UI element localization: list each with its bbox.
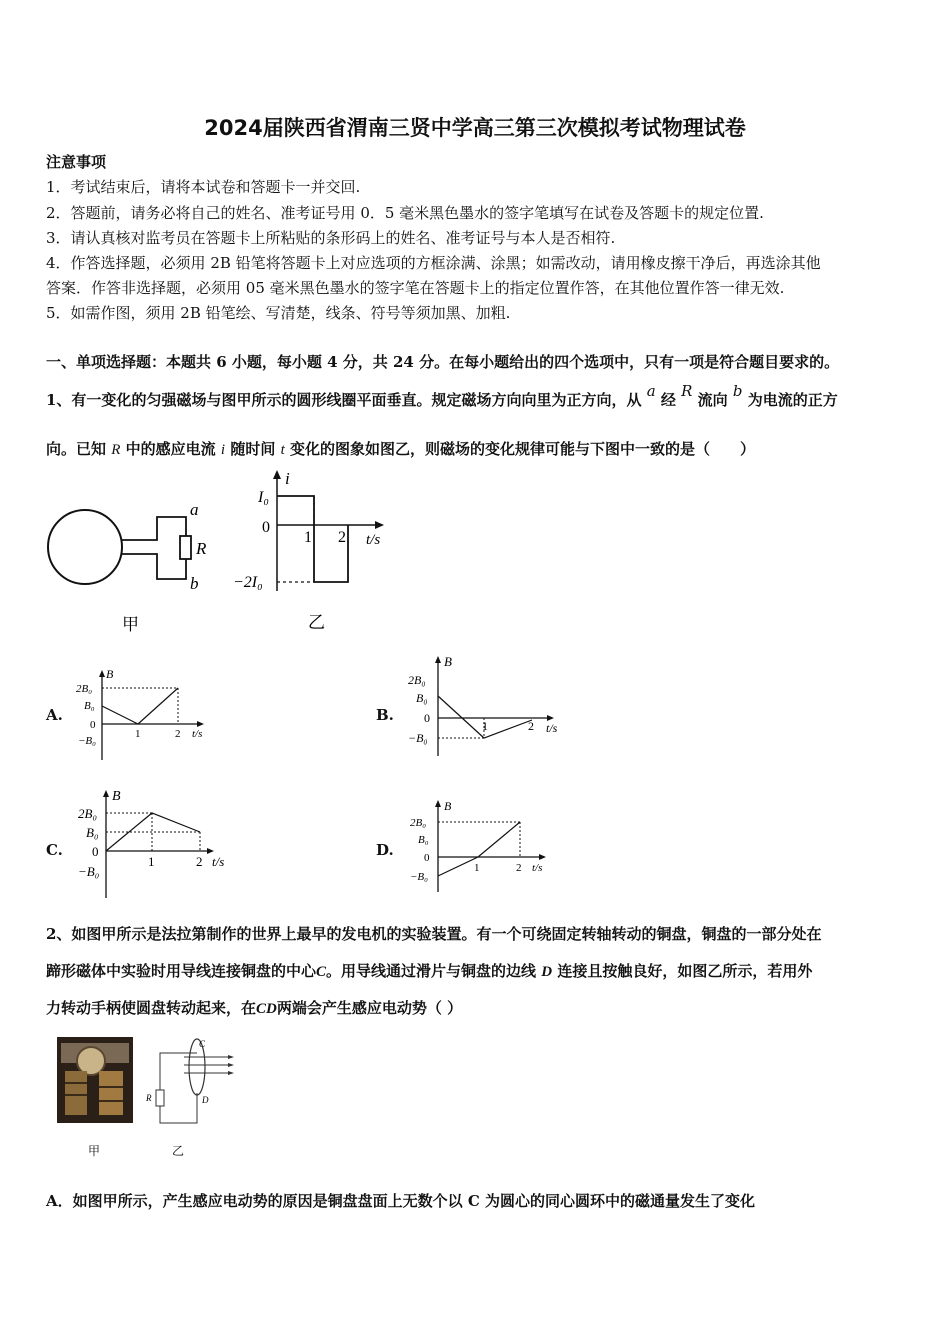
- svg-text:−B₀: −B₀: [78, 864, 100, 879]
- label-R: R: [196, 539, 207, 558]
- question-1-line-1: 1、有一变化的匀强磁场与图甲所示的圆形线圈平面垂直。规定磁场方向向里为正方向，从 a 经 R 流向 b 为电流的正方: [46, 382, 838, 409]
- option-b-label[interactable]: B.: [376, 706, 394, 724]
- question-2-line-3: 力转动手柄使圆盘转动起来，在CD两端会产生感应电动势（ ）: [46, 999, 463, 1017]
- notice-item: 2．答题前，请务必将自己的姓名、准考证号用 0．5 毫米黑色墨水的签字笔填写在试卷及答题卡的规定位置.: [46, 204, 764, 222]
- caption-jia: 甲: [88, 1144, 101, 1158]
- notice-item: 4．作答选择题，必须用 2B 铅笔将答题卡上对应选项的方框涂满、涂黑；如需改动，请用橡皮擦干净后，再选涂其他: [46, 254, 821, 272]
- notice-item: 答案．作答非选择题，必须用 05 毫米黑色墨水的签字笔在答题卡上的指定位置作答，在其他位置作答一律无效.: [46, 279, 785, 297]
- question-2-line-1: 2、如图甲所示是法拉第制作的世界上最早的发电机的实验装置。有一个可绕固定转轴转动的铜盘，铜盘的一部分处在: [46, 925, 822, 943]
- page-title: 2024届陕西省渭南三贤中学高三第三次模拟考试物理试卷: [204, 116, 746, 140]
- svg-text:2: 2: [196, 854, 203, 869]
- svg-text:t/s: t/s: [546, 721, 558, 735]
- axis-label-t: t/s: [366, 532, 381, 548]
- svg-text:0: 0: [90, 719, 96, 731]
- coil-loop: [48, 510, 122, 584]
- t-axis-arrow-icon: [375, 521, 384, 529]
- svg-text:−B₀: −B₀: [408, 731, 428, 745]
- svg-text:C: C: [199, 1039, 206, 1049]
- svg-text:2: 2: [175, 728, 181, 740]
- svg-text:2: 2: [516, 862, 522, 874]
- svg-text:B: B: [106, 667, 114, 681]
- tick-t2: 2: [338, 529, 346, 546]
- b-field-line: [106, 813, 200, 851]
- question-2-line-2: 蹄形磁体中实验时用导线连接铜盘的中心C。用导线通过滑片与铜盘的边线 D 连接且按触良好，如图乙所示，若用外: [46, 962, 813, 980]
- field-arrow-icon: [228, 1071, 234, 1075]
- copper-disk-icon: [77, 1047, 105, 1075]
- tick-I0: I₀: [258, 489, 269, 506]
- option-c-label[interactable]: C.: [46, 841, 63, 859]
- svg-text:B₀: B₀: [84, 700, 95, 712]
- svg-text:2B₀: 2B₀: [76, 683, 93, 695]
- option-d-graph[interactable]: [404, 796, 564, 896]
- svg-text:t/s: t/s: [192, 728, 203, 740]
- b-field-line: [102, 688, 178, 724]
- svg-text:B₀: B₀: [86, 825, 99, 840]
- svg-text:B: B: [444, 654, 452, 669]
- i-axis-arrow-icon: [273, 470, 281, 479]
- axis-arrow-icon: [539, 854, 546, 860]
- svg-text:D: D: [202, 1095, 209, 1105]
- magnet-left: [65, 1071, 87, 1115]
- svg-text:1: 1: [148, 854, 155, 869]
- svg-text:B₀: B₀: [416, 691, 428, 705]
- coil-circuit-figure: [40, 490, 230, 640]
- resistor-R: [180, 536, 191, 559]
- svg-text:B₀: B₀: [418, 834, 429, 846]
- wire-bottom: [121, 554, 186, 579]
- section-heading: 一、单项选择题：本题共 6 小题，每小题 4 分，共 24 分。在每小题给出的四个选项中，只有一项是符合题目要求的。: [46, 353, 840, 371]
- label-b: b: [190, 574, 199, 593]
- resistor: [156, 1090, 164, 1106]
- svg-text:R: R: [146, 1093, 152, 1103]
- question-2-option-a[interactable]: A．如图甲所示，产生感应电动势的原因是铜盘盘面上无数个以 C 为圆心的同心圆环中的磁通量发生了变化: [46, 1192, 756, 1210]
- caption-yi: 乙: [172, 1144, 185, 1158]
- axis-label-i: i: [285, 469, 290, 488]
- field-arrow-icon: [228, 1055, 234, 1059]
- option-d-label[interactable]: D.: [376, 841, 394, 859]
- option-a-label[interactable]: A.: [46, 706, 63, 724]
- label-a: a: [190, 500, 199, 519]
- wire-top: [121, 517, 186, 540]
- notice-item: 5．如需作图，须用 2B 铅笔绘、写清楚，线条、符号等须加黑、加粗.: [46, 304, 511, 322]
- svg-text:0: 0: [424, 711, 430, 725]
- notice-heading: 注意事项: [46, 153, 107, 171]
- notice-item: 1．考试结束后，请将本试卷和答题卡一并交回.: [46, 178, 361, 196]
- svg-text:2: 2: [528, 719, 534, 733]
- notice-item: 3．请认真核对监考员在答题卡上所粘贴的条形码上的姓名、准考证号与本人是否相符.: [46, 229, 616, 247]
- svg-text:0: 0: [424, 852, 430, 864]
- svg-text:B: B: [444, 799, 452, 813]
- faraday-circuit-diagram: [142, 1035, 242, 1135]
- caption-jia: 甲: [122, 615, 139, 634]
- tick-t1: 1: [304, 529, 312, 546]
- svg-text:−B₀: −B₀: [78, 735, 96, 747]
- axis-arrow-icon: [435, 800, 441, 807]
- svg-text:1: 1: [482, 719, 488, 733]
- faraday-disk-photo: [57, 1037, 133, 1123]
- axis-arrow-icon: [435, 656, 441, 663]
- svg-text:2B₀: 2B₀: [410, 817, 427, 829]
- axis-arrow-icon: [99, 670, 105, 677]
- svg-text:−B₀: −B₀: [410, 871, 428, 883]
- magnet-right: [99, 1071, 123, 1115]
- option-a-graph[interactable]: [72, 666, 222, 766]
- option-c-graph[interactable]: [72, 786, 242, 902]
- current-time-graph: [230, 466, 400, 636]
- svg-text:t/s: t/s: [532, 862, 543, 874]
- svg-text:2B₀: 2B₀: [408, 673, 426, 687]
- svg-text:t/s: t/s: [212, 854, 225, 869]
- svg-text:2B₀: 2B₀: [78, 806, 97, 821]
- svg-text:B: B: [112, 789, 121, 804]
- option-b-graph[interactable]: [404, 652, 574, 762]
- field-arrow-icon: [228, 1063, 234, 1067]
- caption-yi: 乙: [308, 613, 325, 632]
- axis-arrow-icon: [103, 790, 109, 797]
- axis-arrow-icon: [197, 721, 204, 727]
- svg-text:1: 1: [474, 862, 480, 874]
- tick-zero: 0: [262, 519, 270, 536]
- tick-neg2I0: −2I₀: [233, 574, 263, 591]
- svg-text:1: 1: [135, 728, 141, 740]
- svg-text:0: 0: [92, 844, 99, 859]
- question-1-line-2: 向。已知 R 中的感应电流 i 随时间 t 变化的图象如图乙，则磁场的变化规律可能与下图中一致的是（ ）: [46, 440, 755, 458]
